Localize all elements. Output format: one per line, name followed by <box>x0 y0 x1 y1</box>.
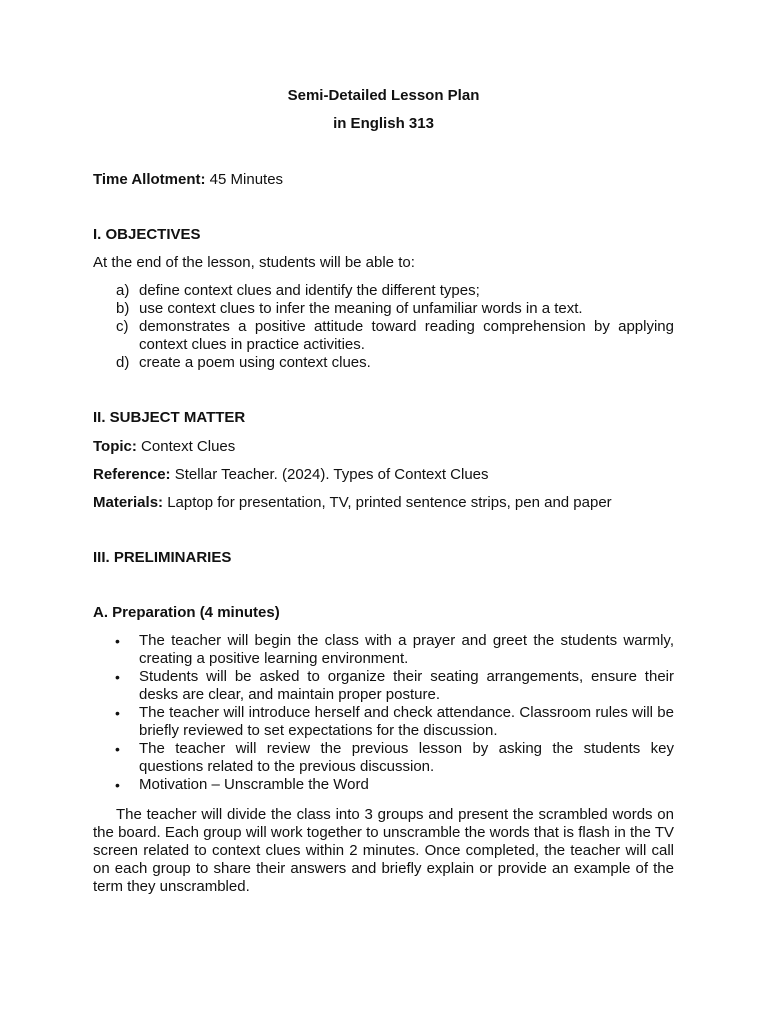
subject-matter-heading: II. SUBJECT MATTER <box>93 409 246 426</box>
preparation-item <box>93 632 674 668</box>
objective-text: create a poem using context clues. <box>139 354 371 371</box>
time-allotment <box>93 171 674 189</box>
preparation-list <box>93 632 674 794</box>
preparation-item <box>93 776 674 794</box>
bullet-icon: • <box>115 777 120 793</box>
preparation-heading: A. Preparation (4 minutes) <box>93 604 280 621</box>
preparation-item <box>93 704 674 740</box>
time-allotment-label: Time Allotment: <box>93 171 206 188</box>
bullet-icon: • <box>115 669 120 685</box>
materials-value: Laptop for presentation, TV, printed sentence strips, pen and paper <box>163 494 612 511</box>
motivation-paragraph: The teacher will divide the class into 3 groups and present the scrambled words on the board. Each group will work together to unscramble the words that is flash in the TV screen related to context clues within 2 minutes. Once completed, the teacher will call on each group to share their answers and briefly explain or provide an example of the term they unscrambled. <box>93 806 674 895</box>
objective-item <box>93 300 674 318</box>
objective-marker: b) <box>116 300 130 317</box>
objectives-intro: At the end of the lesson, students will be able to: <box>93 254 415 271</box>
document-subtitle: in English 313 <box>333 115 434 132</box>
preparation-text: Students will be asked to organize their seating arrangements, ensure their desks are clear, and maintain proper posture. <box>139 668 674 703</box>
preparation-text: Motivation – Unscramble the Word <box>139 776 369 793</box>
preliminaries-heading: III. PRELIMINARIES <box>93 549 232 566</box>
document-title: Semi-Detailed Lesson Plan <box>287 87 480 104</box>
objective-item <box>93 282 674 300</box>
objective-marker: a) <box>116 282 130 299</box>
topic-value: Context Clues <box>136 438 236 455</box>
preparation-item <box>93 740 674 776</box>
preparation-text: The teacher will introduce herself and check attendance. Classroom rules will be briefly reviewed to set expectations for the discussion. <box>139 704 674 739</box>
objective-item <box>93 354 674 372</box>
time-allotment-value: 45 Minutes <box>205 171 284 188</box>
topic-line <box>93 438 674 456</box>
objective-item <box>93 318 674 354</box>
objective-text: demonstrates a positive attitude toward reading comprehension by applying context clues in practice activities. <box>139 318 674 353</box>
reference-label: Reference: <box>93 466 171 483</box>
objective-marker: d) <box>116 354 130 371</box>
preparation-text: The teacher will begin the class with a prayer and greet the students warmly, creating a positive learning environment. <box>139 632 674 667</box>
topic-label: Topic: <box>93 438 137 455</box>
reference-line <box>93 466 674 484</box>
objective-text: use context clues to infer the meaning of unfamiliar words in a text. <box>139 300 583 317</box>
reference-value: Stellar Teacher. (2024). Types of Context Clues <box>170 466 489 483</box>
objective-marker: c) <box>116 318 129 335</box>
bullet-icon: • <box>115 633 120 649</box>
preparation-text: The teacher will review the previous lesson by asking the students key questions related to the previous discussion. <box>139 740 674 775</box>
objectives-heading: I. OBJECTIVES <box>93 226 201 243</box>
materials-label: Materials: <box>93 494 164 511</box>
bullet-icon: • <box>115 705 120 721</box>
materials-line <box>93 494 674 512</box>
bullet-icon: • <box>115 741 120 757</box>
objectives-list <box>93 282 674 372</box>
objective-text: define context clues and identify the different types; <box>139 282 480 299</box>
preparation-item <box>93 668 674 704</box>
